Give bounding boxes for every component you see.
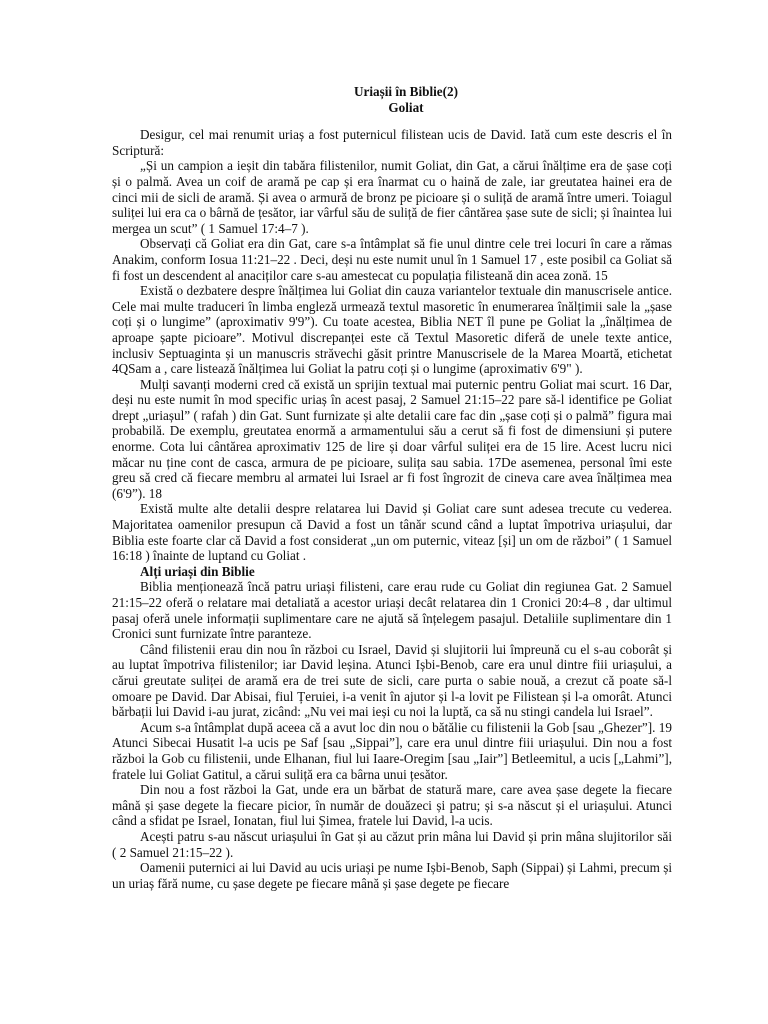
paragraph: Din nou a fost război la Gat, unde era un bărbat de statură mare, care avea șase degete la fiecare mână și șase degete la fiecare picior, în număr de douăzeci și patru; și s-a născut și el uriașului. Atunci când a sfidat pe Israel, Ionatan, fiul lui Șimea, fratele lui David, l-a ucis. (112, 782, 672, 829)
section-heading: Alți uriași din Biblie (140, 563, 255, 579)
document-page (112, 84, 672, 891)
quote-paragraph: „Și un campion a ieșit din tabăra filistenilor, numit Goliat, din Gat, a cărui înălțime era de șase coți și o palmă. Avea un coif de aramă pe cap și era înarmat cu o haină de zale, iar greutatea hainei era de cinci mii de sicli de aramă. Și avea o armură de bronz pe picioare și o suliță de aramă între umeri. Toiagul suliței lui era ca o bârnă de țesător, iar vârful său de suliță de fier cântărea șase sute de sicli; și înaintea lui mergea un scut” ( 1 Samuel 17:4–7 ). (112, 158, 672, 236)
paragraph: Există multe alte detalii despre relatarea lui David și Goliat care sunt adesea trecute cu vederea. Majoritatea oamenilor presupun că David a fost un tânăr scund când a luptat împotriva uriașului, dar Biblia este foarte clar că David a fost considerat „un om puternic, viteaz [și] un om de război” ( 1 Samuel 16:18 ) înainte de luptand cu Goliat . (112, 501, 672, 564)
paragraph: Oamenii puternici ai lui David au ucis uriași pe nume Ișbi-Benob, Saph (Sippai) și Lahmi, precum și un uriaș fără nume, cu șase degete pe fiecare mână și șase degete pe fiecare (112, 860, 672, 891)
document-title: Uriașii în Biblie(2) (353, 84, 459, 99)
paragraph: Biblia menționează încă patru uriași filisteni, care erau rude cu Goliat din regiunea Gat. 2 Samuel 21:15–22 oferă o relatare mai detaliată a acestor uriași decât relatarea din 1 Cronici 20:4–8 , dar ultimul pasaj oferă unele informații suplimentare care ne ajută să înțelegem pasajul. Detaliile suplimentare din 1 Cronici sunt furnizate între paranteze. (112, 579, 672, 642)
document-subtitle: Goliat (388, 99, 424, 115)
paragraph: Desigur, cel mai renumit uriaș a fost puternicul filistean ucis de David. Iată cum este descris el în Scriptură: (112, 127, 672, 158)
paragraph: Acum s-a întâmplat după aceea că a avut loc din nou o bătălie cu filistenii la Gob [sau „Ghezer”]. 19 Atunci Sibecai Husatit l-a ucis pe Saf [sau „Sippai”], care era unul dintre fiii uriașului. Din nou a fost război la Gob cu filistenii, unde Elhanan, fiul lui Iaare-Oregim [sau „Iair”] Betleemitul, a ucis [„Lahmi”], fratele lui Goliat Gatitul, a cărui suliță era ca bârna unui țesător. (112, 719, 672, 782)
paragraph: Mulți savanți moderni cred că există un sprijin textual mai puternic pentru Goliat mai scurt. 16 Dar, deși nu este numit în mod specific uriaș în acest pasaj, 2 Samuel 21:15–22 pare să-l identifice pe Goliat drept „uriașul” ( rafah ) din Gat. Sunt furnizate și alte detalii care fac din „șase coți și o palmă” figura mai probabilă. De exemplu, greutatea enormă a armamentului său a cerut să fi fost de dimensiuni și putere enorme. Cota lui cântărea aproximativ 125 de lire și doar vârful suliței era de 15 lire. Acest lucru nici măcar nu ține cont de casca, armura de pe picioare, sulița sau sabia. 17De asemenea, personal îmi este greu să cred că fiecare membru al armatei lui Israel ar fi fost îngrozit de cineva care avea înălțimea mea (6'9”). 18 (112, 376, 672, 501)
paragraph: Observați că Goliat era din Gat, care s-a întâmplat să fie unul dintre cele trei locuri în care a rămas Anakim, conform Iosua 11:21–22 . Deci, deși nu este numit unul în 1 Samuel 17 , este posibil ca Goliat să fi fost un descendent al anaciților care s-au amestecat cu populația filisteană din acea zonă. 15 (112, 236, 672, 283)
paragraph: Acești patru s-au născut uriașului în Gat și au căzut prin mâna lui David și prin mâna slujitorilor săi ( 2 Samuel 21:15–22 ). (112, 828, 672, 860)
title-block (112, 84, 672, 115)
paragraph: Există o dezbatere despre înălțimea lui Goliat din cauza variantelor textuale din manuscrisele antice. Cele mai multe traduceri în limba engleză urmează textul masoretic în enumerarea înălțimii sale la „șase coți și o lungime” (aproximativ 9'9”). Cu toate acestea, Biblia NET îl pune pe Goliat la „înălțimea de aproape șapte picioare”. Motivul discrepanței este că Textul Masoretic diferă de unele texte antice, inclusiv Septuaginta și un manuscris străvechi găsit printre Manuscrisele de la Marea Moartă, etichetat 4QSam a , care listează înălțimea lui Goliat la patru coți și o lungime (aproximativ 6'9" ). (112, 283, 672, 377)
paragraph: Când filistenii erau din nou în război cu Israel, David și slujitorii lui împreună cu el s-au coborât și au luptat împotriva filistenilor; iar David leșina. Atunci Ișbi-Benob, care era unul dintre fiii uriașului, a cărui greutate suliței de aramă era de trei sute de sicli, care purta o sabie nouă, a crezut că poate să-l omoare pe David. Dar Abisai, fiul Țeruiei, i-a venit în ajutor și l-a lovit pe Filistean și l-a omorât. Atunci bărbații lui David i-au jurat, zicând: „Nu vei mai ieși cu noi la luptă, ca să nu stingi candela lui Israel”. (112, 641, 672, 720)
